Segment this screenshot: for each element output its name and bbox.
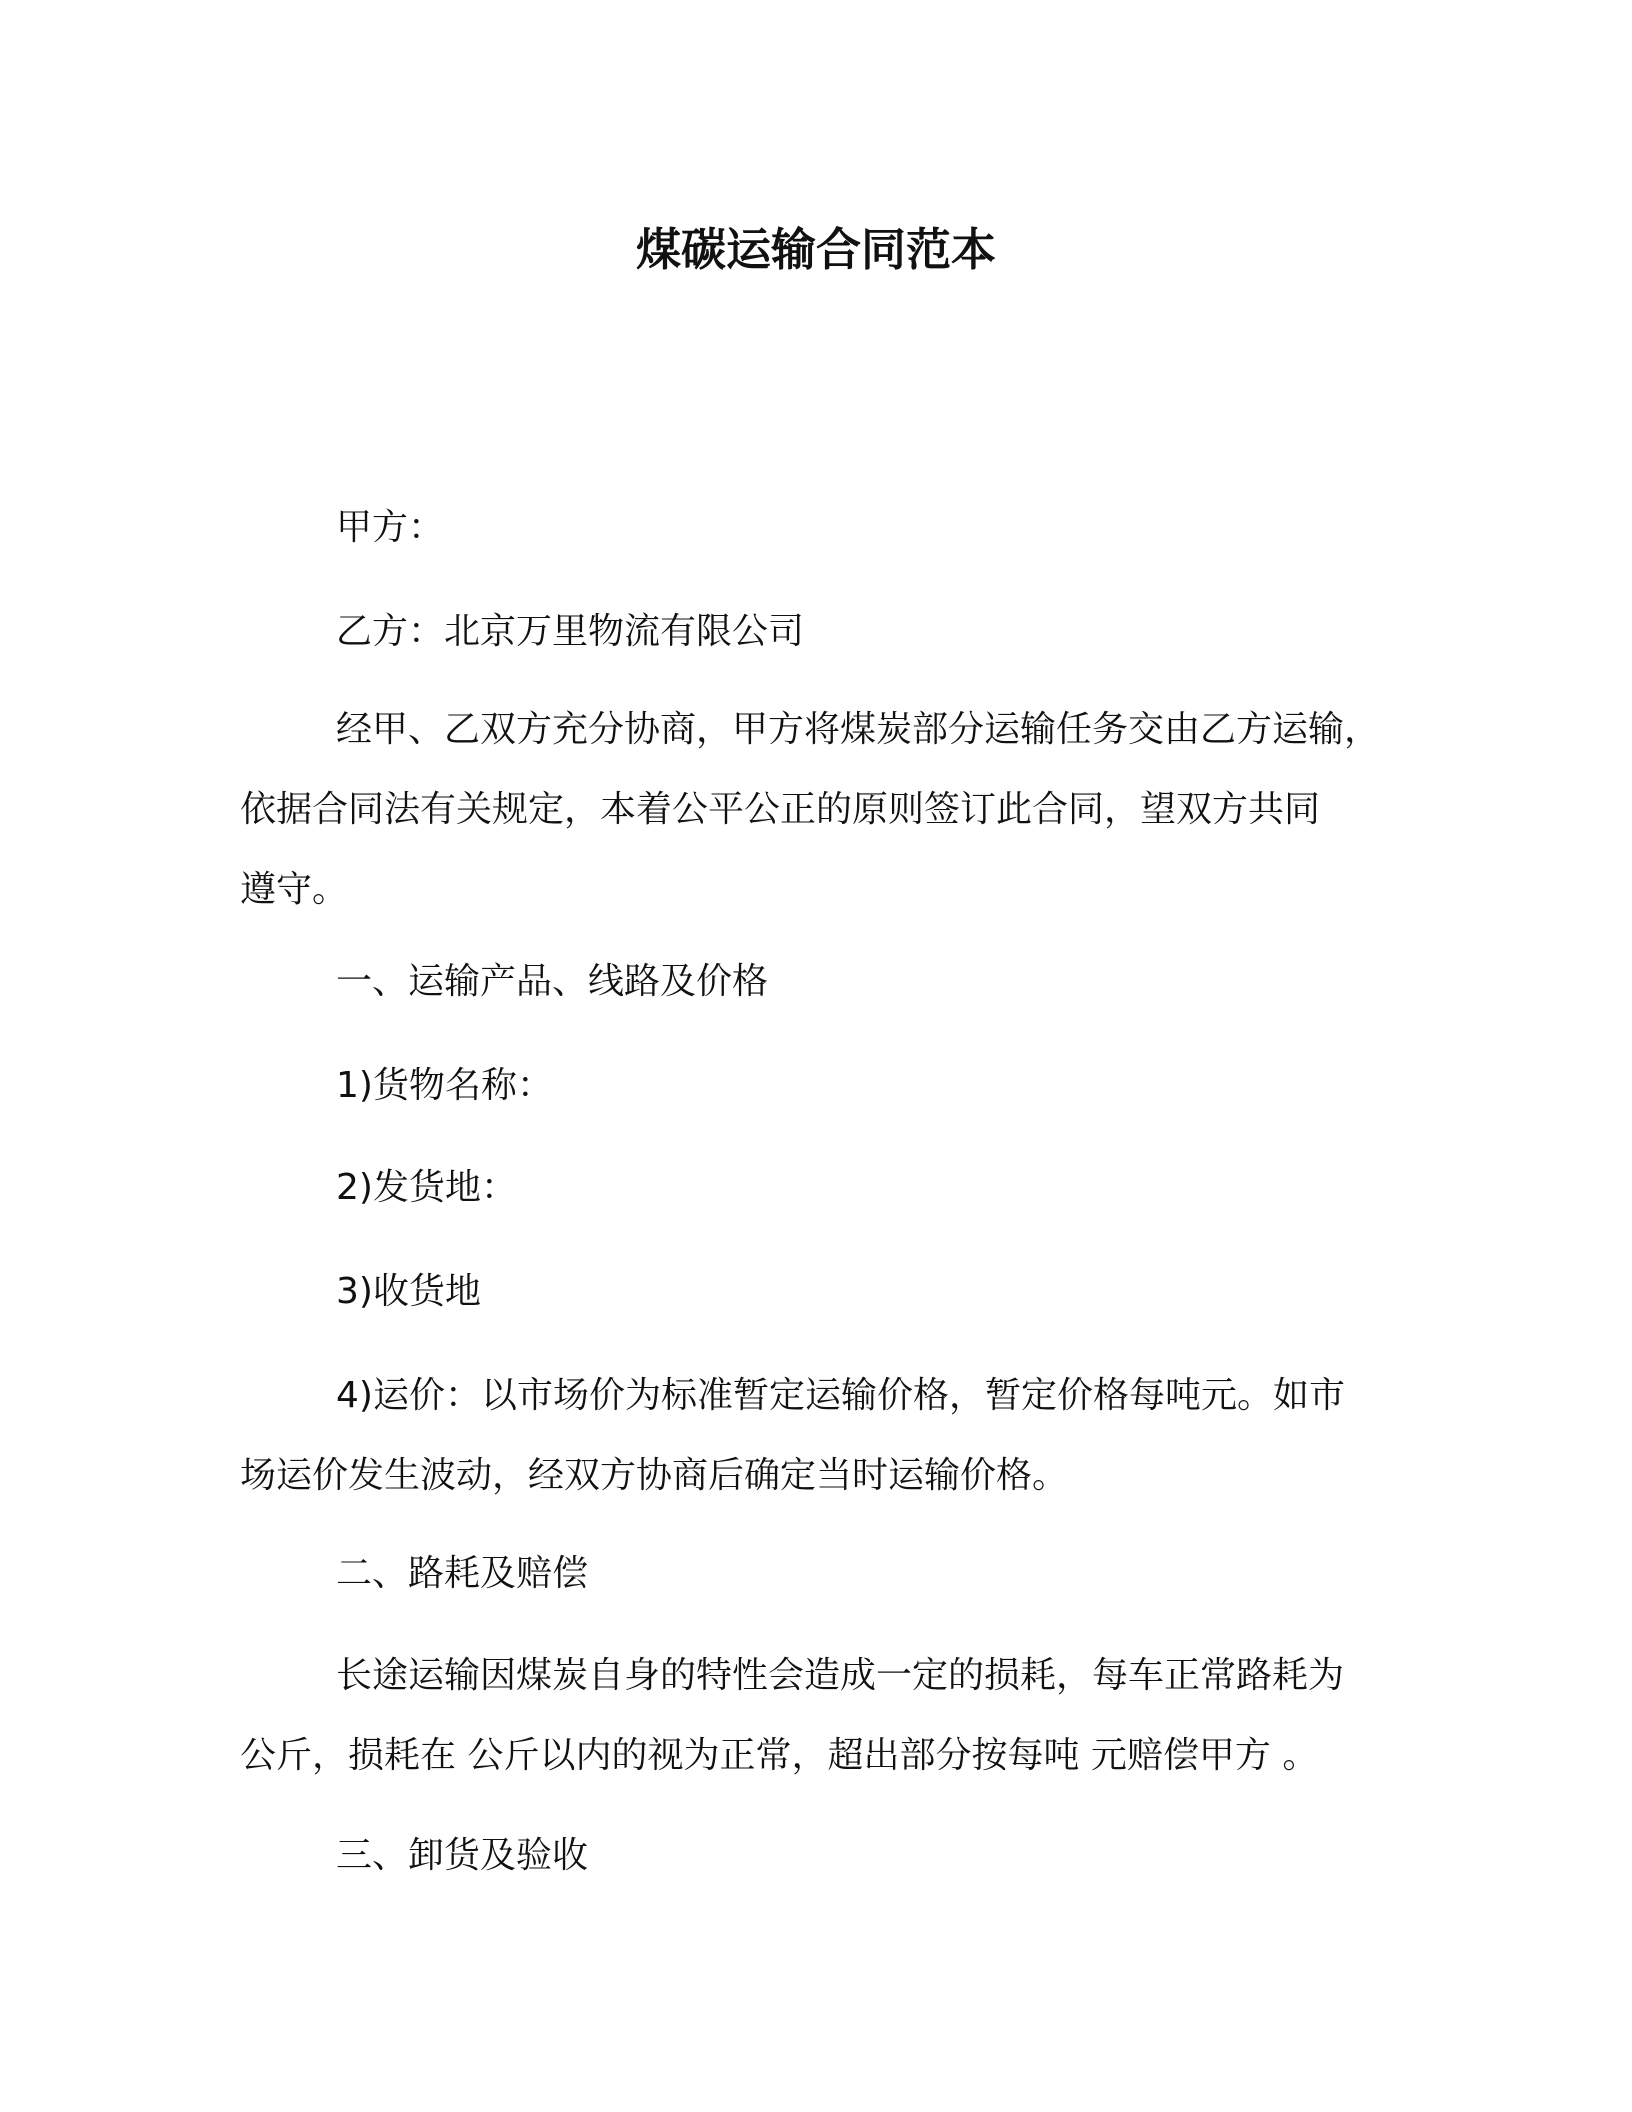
section2-line-1: 长途运输因煤炭自身的特性会造成一定的损耗，每车正常路耗为 [336, 1655, 1345, 1696]
section2-paragraph [240, 1636, 1400, 1796]
intro-line-1: 经甲、乙双方充分协商，甲方将煤炭部分运输任务交由乙方运输， [336, 709, 1381, 750]
party-b-text: 乙方：北京万里物流有限公司 [336, 611, 805, 652]
item3-line [240, 1252, 1400, 1332]
section1-heading: 一、运输产品、线路及价格 [336, 961, 769, 1002]
section1-heading-line [240, 942, 1400, 1022]
item3-destination: 3)收货地 [336, 1271, 481, 1312]
party-a-text: 甲方： [336, 507, 445, 548]
item4-paragraph [240, 1356, 1400, 1516]
section3-heading-line [240, 1816, 1400, 1896]
section3-heading: 三、卸货及验收 [336, 1835, 589, 1876]
item4-line-2: 场运价发生波动，经双方协商后确定当时运输价格。 [240, 1455, 1069, 1496]
party-a-line [240, 488, 1400, 568]
section2-heading-line [240, 1534, 1400, 1614]
section2-line-2: 公斤，损耗在 公斤以内的视为正常，超出部分按每吨 元赔偿甲方 。 [240, 1735, 1319, 1776]
intro-paragraph [240, 690, 1400, 930]
intro-line-2: 依据合同法有关规定，本着公平公正的原则签订此合同，望双方共同 [240, 789, 1321, 830]
item4-line-1: 4)运价：以市场价为标准暂定运输价格，暂定价格每吨元。如市 [336, 1375, 1345, 1416]
item2-origin: 2)发货地： [336, 1167, 517, 1208]
section2-heading: 二、路耗及赔偿 [336, 1553, 589, 1594]
item1-cargo-name: 1)货物名称： [336, 1065, 553, 1106]
intro-line-3: 遵守。 [240, 869, 349, 910]
item2-line [240, 1148, 1400, 1228]
document-title: 煤碳运输合同范本 [635, 223, 996, 276]
party-b-line [240, 592, 1400, 672]
item1-line [240, 1046, 1400, 1126]
